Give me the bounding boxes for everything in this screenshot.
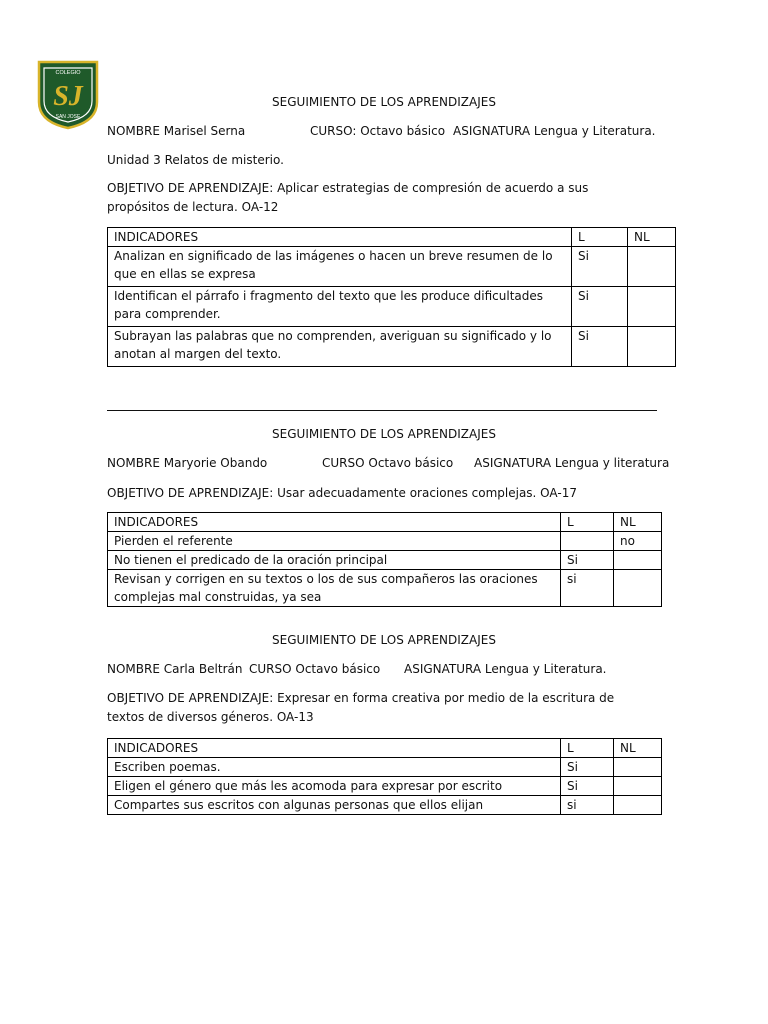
table-row — [108, 796, 662, 815]
indicator-cell: Identifican el párrafo i fragmento del texto que les produce dificultades para comprender. — [108, 287, 572, 327]
logo-monogram: SJ — [53, 81, 83, 112]
header-nl: NL — [614, 739, 662, 758]
section-1-nombre: NOMBRE Marisel Serna — [107, 124, 246, 138]
section-2-curso: CURSO Octavo básico — [322, 456, 454, 470]
section-2-title: SEGUIMIENTO DE LOS APRENDIZAJES — [272, 427, 496, 441]
nl-cell — [614, 551, 662, 570]
table-header-row — [108, 228, 676, 247]
indicator-cell: Compartes sus escritos con algunas personas que ellos elijan — [108, 796, 561, 815]
section-3-curso: CURSO Octavo básico — [249, 662, 381, 676]
table-row — [108, 570, 662, 607]
table-row — [108, 287, 676, 327]
section-1-indicators-table — [107, 227, 676, 367]
nl-cell — [614, 796, 662, 815]
l-cell: si — [561, 796, 614, 815]
logo-top-text: COLEGIO — [55, 70, 81, 76]
header-l: L — [561, 513, 614, 532]
section-1-title: SEGUIMIENTO DE LOS APRENDIZAJES — [272, 95, 496, 109]
nl-cell — [614, 570, 662, 607]
l-cell: si — [561, 570, 614, 607]
nl-cell: no — [614, 532, 662, 551]
section-1-asignatura: ASIGNATURA Lengua y Literatura. — [453, 124, 656, 138]
header-nl: NL — [628, 228, 676, 247]
section-3-title: SEGUIMIENTO DE LOS APRENDIZAJES — [272, 633, 496, 647]
table-row — [108, 247, 676, 287]
section-2-asignatura: ASIGNATURA Lengua y literatura — [474, 456, 670, 470]
section-1-curso: CURSO: Octavo básico — [310, 124, 446, 138]
section-2-nombre: NOMBRE Maryorie Obando — [107, 456, 268, 470]
header-l: L — [561, 739, 614, 758]
nl-cell — [614, 777, 662, 796]
l-cell: Si — [561, 758, 614, 777]
l-cell: Si — [561, 777, 614, 796]
section-1-objetivo: OBJETIVO DE APRENDIZAJE: Aplicar estrategias de compresión de acuerdo a sus propósitos de lectura. OA-12 — [107, 181, 589, 214]
indicator-cell: Revisan y corrigen en su textos o los de sus compañeros las oraciones complejas mal construidas, ya sea — [108, 570, 561, 607]
l-cell — [561, 532, 614, 551]
table-header-row — [108, 513, 662, 532]
l-cell: Si — [572, 327, 628, 367]
section-3-objetivo: OBJETIVO DE APRENDIZAJE: Expresar en forma creativa por medio de la escritura de textos de diversos géneros. OA-13 — [107, 691, 615, 724]
indicator-cell: Pierden el referente — [108, 532, 561, 551]
table-row — [108, 551, 662, 570]
table-row — [108, 758, 662, 777]
header-indicadores: INDICADORES — [108, 513, 561, 532]
section-2-indicators-table — [107, 512, 662, 607]
section-1-unidad: Unidad 3 Relatos de misterio. — [107, 153, 284, 167]
header-nl: NL — [614, 513, 662, 532]
header-indicadores: INDICADORES — [108, 228, 572, 247]
section-3-indicators-table — [107, 738, 662, 815]
table-row — [108, 532, 662, 551]
header-indicadores: INDICADORES — [108, 739, 561, 758]
header-l: L — [572, 228, 628, 247]
section-divider — [107, 410, 657, 411]
l-cell: Si — [561, 551, 614, 570]
section-2-objetivo: OBJETIVO DE APRENDIZAJE: Usar adecuadamente oraciones complejas. OA-17 — [107, 486, 577, 500]
table-header-row — [108, 739, 662, 758]
indicator-cell: Escriben poemas. — [108, 758, 561, 777]
l-cell: Si — [572, 287, 628, 327]
section-3-asignatura: ASIGNATURA Lengua y Literatura. — [404, 662, 607, 676]
table-row — [108, 327, 676, 367]
indicator-cell: No tienen el predicado de la oración principal — [108, 551, 561, 570]
logo-bottom-text: SAN JOSE — [55, 114, 81, 120]
nl-cell — [628, 327, 676, 367]
nl-cell — [614, 758, 662, 777]
indicator-cell: Subrayan las palabras que no comprenden, averiguan su significado y lo anotan al margen del texto. — [108, 327, 572, 367]
indicator-cell: Analizan en significado de las imágenes o hacen un breve resumen de lo que en ellas se expresa — [108, 247, 572, 287]
section-3-nombre: NOMBRE Carla Beltrán — [107, 662, 243, 676]
nl-cell — [628, 287, 676, 327]
indicator-cell: Eligen el género que más les acomoda para expresar por escrito — [108, 777, 561, 796]
l-cell: Si — [572, 247, 628, 287]
table-row — [108, 777, 662, 796]
nl-cell — [628, 247, 676, 287]
